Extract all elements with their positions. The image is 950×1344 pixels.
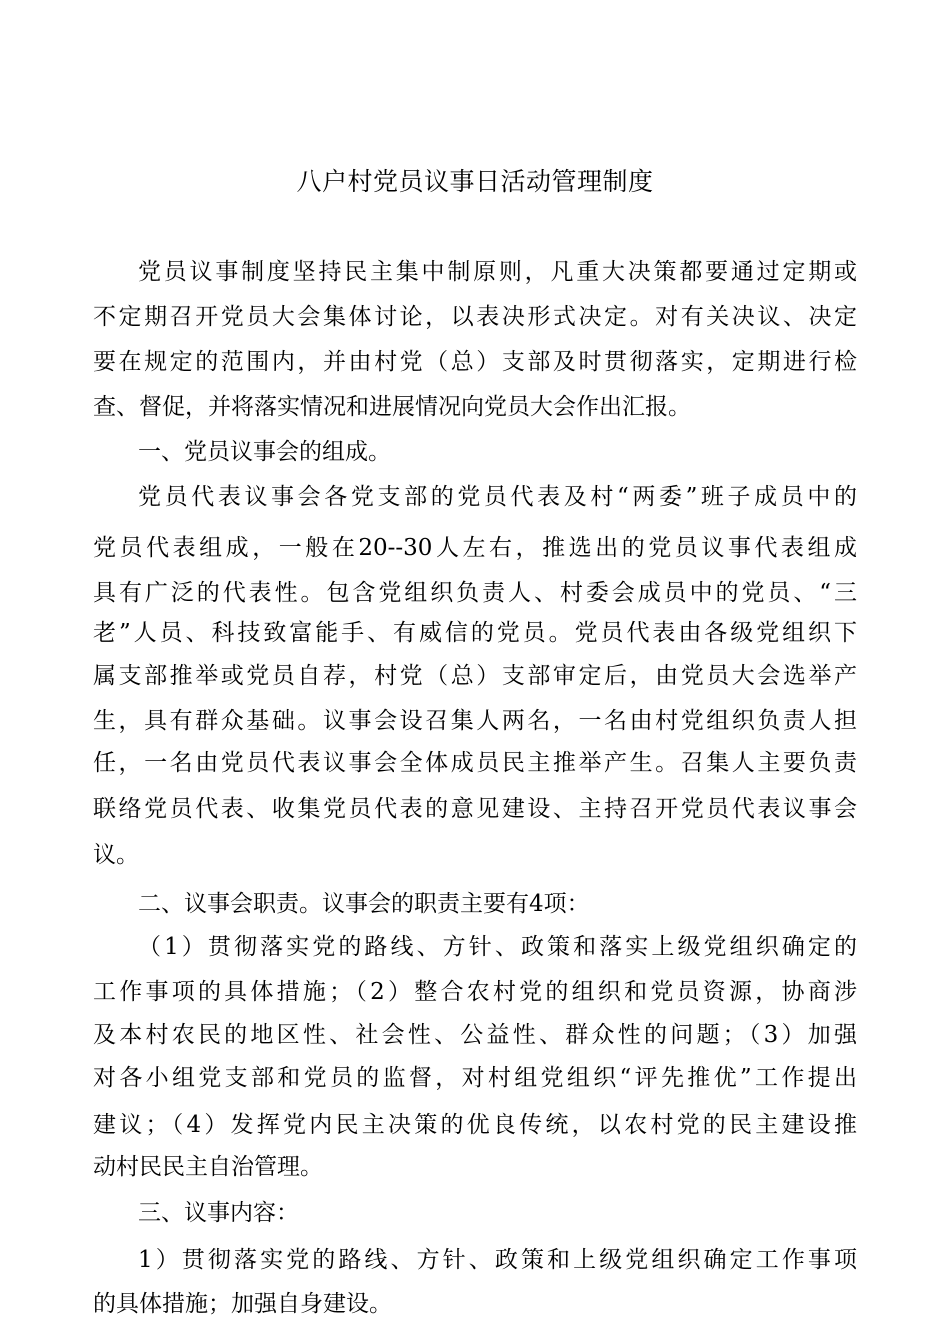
section-heading: 二、议事会职责。议事会的职责主要有4项： (138, 891, 590, 917)
paragraph-line: 党员代表组成，一般在20--30人左右，推选出的党员议事代表组成 (93, 535, 857, 561)
section-heading: 一、党员议事会的组成。 (138, 439, 391, 465)
paragraph-line: 工作事项的具体措施；（2）整合农村党的组织和党员资源，协商涉 (93, 979, 857, 1005)
paragraph-line: 党员议事制度坚持民主集中制原则，凡重大决策都要通过定期或 (138, 259, 857, 285)
paragraph-line: 属支部推举或党员自荐，村党（总）支部审定后，由党员大会选举产 (93, 663, 857, 689)
paragraph-line: 生，具有群众基础。议事会设召集人两名，一名由村党组织负责人担 (93, 708, 857, 734)
document-title: 八户村党员议事日活动管理制度 (296, 167, 654, 196)
section-heading: 三、议事内容： (138, 1200, 299, 1226)
paragraph-line: 不定期召开党员大会集体讨论，以表决形式决定。对有关决议、决定 (93, 304, 857, 330)
paragraph-line: 党员代表议事会各党支部的党员代表及村“两委”班子成员中的 (138, 484, 857, 510)
paragraph-line: 1）贯彻落实党的路线、方针、政策和上级党组织确定工作事项 (138, 1247, 857, 1273)
paragraph-line: 的具体措施；加强自身建设。 (93, 1291, 392, 1317)
paragraph-line: 要在规定的范围内，并由村党（总）支部及时贯彻落实，定期进行检 (93, 349, 857, 375)
paragraph-line: 联络党员代表、收集党员代表的意见建设、主持召开党员代表议事会 (93, 796, 857, 822)
paragraph-line: 及本村农民的地区性、社会性、公益性、群众性的问题；（3）加强 (93, 1022, 857, 1048)
paragraph-line: 对各小组党支部和党员的监督，对村组党组织“评先推优”工作提出 (93, 1065, 857, 1091)
paragraph-line: 具有广泛的代表性。包含党组织负责人、村委会成员中的党员、“三 (93, 580, 857, 606)
paragraph-line: 老”人员、科技致富能手、有威信的党员。党员代表由各级党组织下 (93, 620, 857, 646)
paragraph-line: 议。 (93, 842, 139, 868)
paragraph-line: 动村民民主自治管理。 (93, 1154, 323, 1180)
paragraph-line: （1）贯彻落实党的路线、方针、政策和落实上级党组织确定的 (138, 934, 857, 960)
paragraph-line: 建议；（4）发挥党内民主决策的优良传统，以农村党的民主建设推 (93, 1112, 857, 1138)
paragraph-line: 任，一名由党员代表议事会全体成员民主推举产生。召集人主要负责 (93, 750, 857, 776)
paragraph-line: 查、督促，并将落实情况和进展情况向党员大会作出汇报。 (93, 394, 691, 420)
